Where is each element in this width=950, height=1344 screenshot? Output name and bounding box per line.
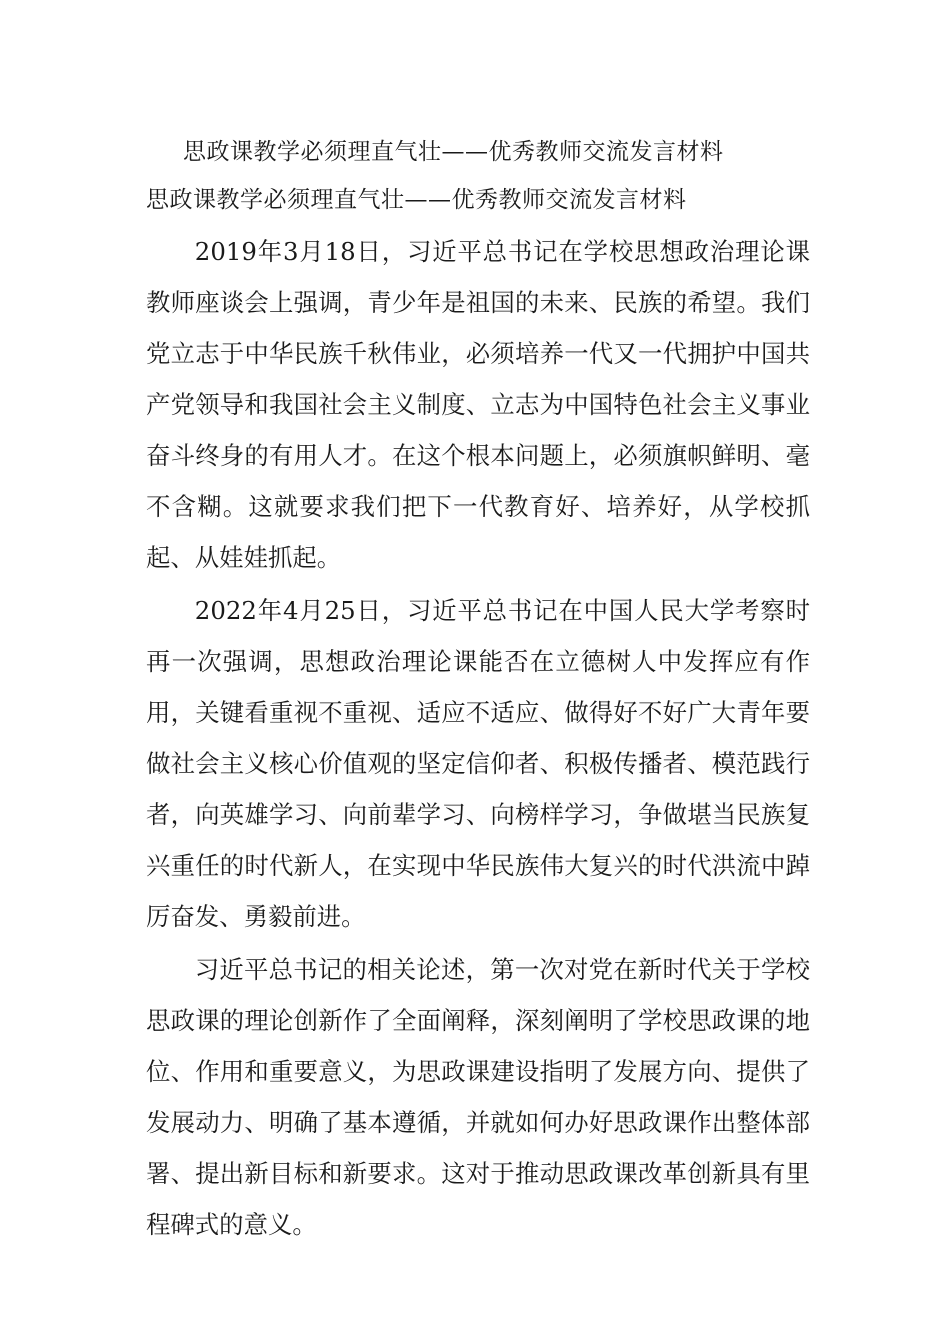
paragraph-3: 习近平总书记的相关论述，第一次对党在新时代关于学校思政课的理论创新作了全面阐释，深刻阐明了学校思政课的地位、作用和重要意义，为思政课建设指明了发展方向、提供了发展动力、明确了基本遵循，并就如何办好思政课作出整体部署、提出新目标和新要求。这对于推动思政课改革创新具有里程碑式的意义。 bbox=[146, 955, 810, 1239]
document-title-line-1: 思政课教学必须理直气壮——优秀教师交流发言材料 bbox=[183, 139, 724, 165]
document-title-line-2: 思政课教学必须理直气壮——优秀教师交流发言材料 bbox=[146, 187, 687, 213]
paragraph-1: 2019年3月18日，习近平总书记在学校思想政治理论课教师座谈会上强调，青少年是祖国的未来、民族的希望。我们党立志于中华民族千秋伟业，必须培养一代又一代拥护中国共产党领导和我国社会主义制度、立志为中国特色社会主义事业奋斗终身的有用人才。在这个根本问题上，必须旗帜鲜明、毫不含糊。这就要求我们把下一代教育好、培养好，从学校抓起、从娃娃抓起。 bbox=[146, 237, 810, 572]
document-body bbox=[146, 226, 810, 1250]
paragraph-2: 2022年4月25日，习近平总书记在中国人民大学考察时再一次强调，思想政治理论课能否在立德树人中发挥应有作用，关键看重视不重视、适应不适应、做得好不好广大青年要做社会主义核心价值观的坚定信仰者、积极传播者、模范践行者，向英雄学习、向前辈学习、向榜样学习，争做堪当民族复兴重任的时代新人，在实现中华民族伟大复兴的时代洪流中踔厉奋发、勇毅前进。 bbox=[146, 596, 810, 931]
